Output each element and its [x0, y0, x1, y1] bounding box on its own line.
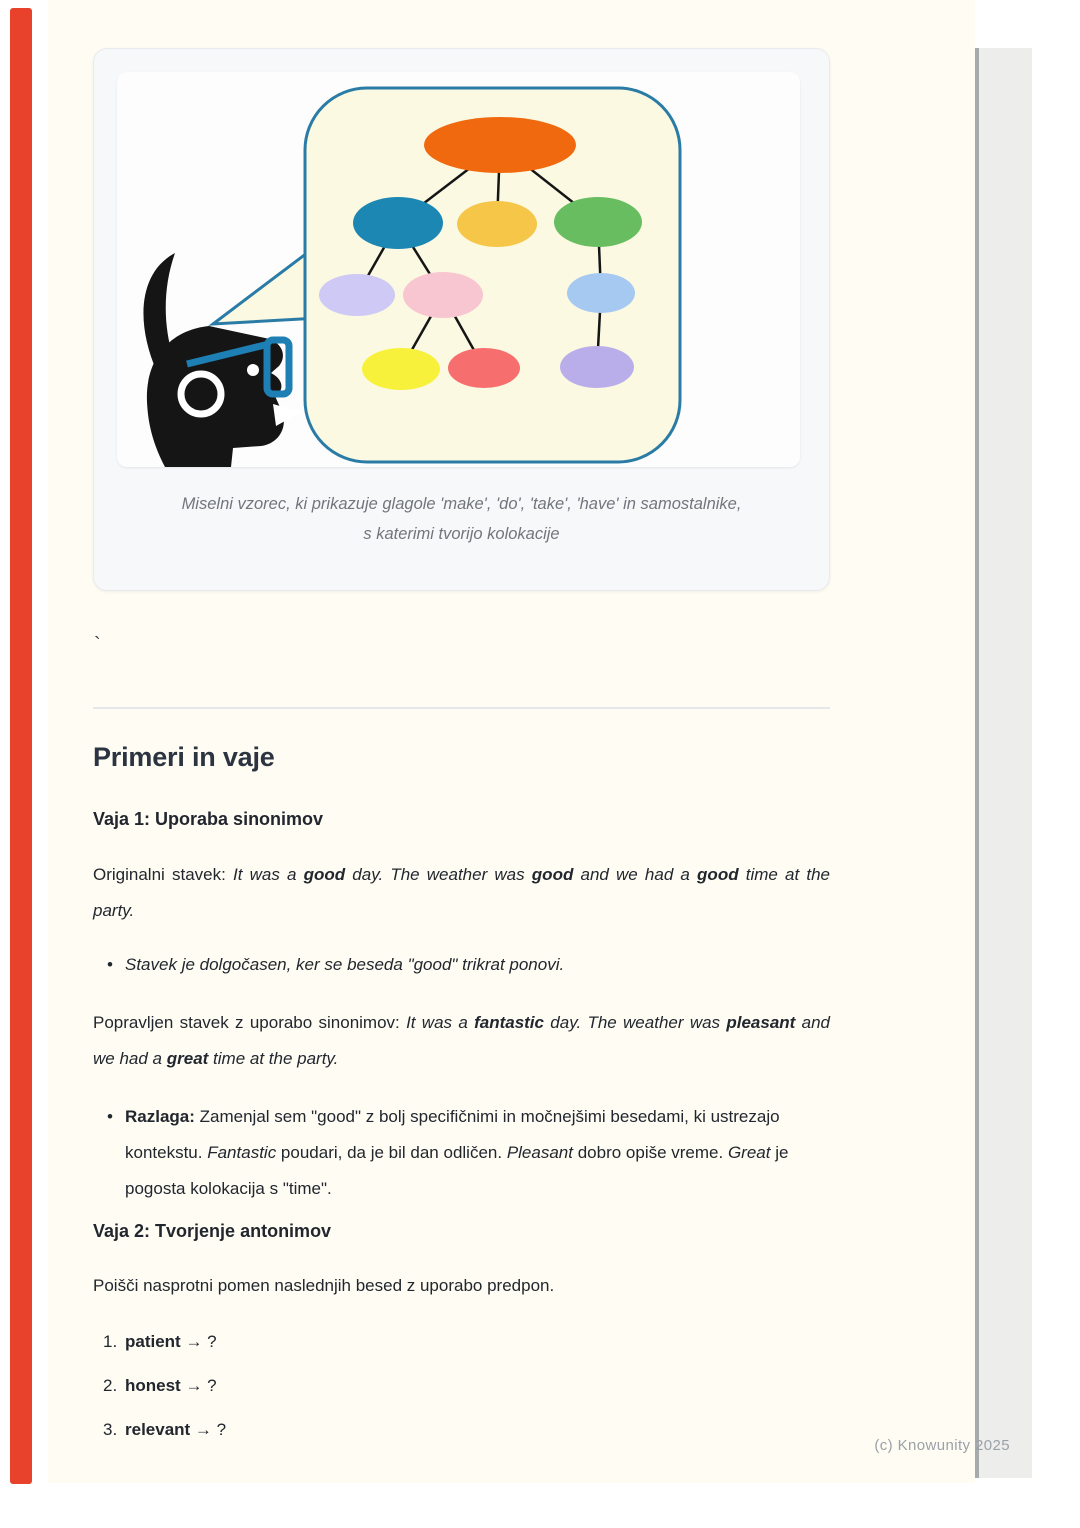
node-teal [353, 197, 443, 249]
text-run: good [531, 865, 574, 884]
text-run: Great [727, 1143, 771, 1162]
node-lavender [319, 274, 395, 316]
caption-line-2: s katerimi tvorijo kolokacije [363, 525, 560, 543]
figure-caption [93, 489, 830, 549]
text-run: fantastic [474, 1013, 544, 1032]
item-arrow: → ? [190, 1420, 227, 1439]
text-run: time at the party. [93, 865, 830, 920]
item-text [125, 1368, 217, 1404]
item-text [125, 1324, 217, 1360]
speech-bubble-tail [213, 244, 319, 324]
text-run: Popravljen stavek z uporabo sinonimov: [93, 1013, 407, 1032]
text-run: It was a [232, 865, 304, 884]
text-run: and we had a [573, 865, 698, 884]
vaja1-original-sentence [93, 857, 830, 929]
text-run: day. The weather [544, 1013, 690, 1032]
node-yellow [362, 348, 440, 390]
node-coral [448, 348, 520, 388]
vaja1-bullet-1 [93, 947, 830, 983]
text-run: It was a [406, 1013, 475, 1032]
text-run: poudari, da je bil dan odličen. [276, 1143, 507, 1162]
node-purple [560, 346, 634, 388]
text-run: good [303, 865, 346, 884]
mindmap-svg [117, 72, 800, 467]
text-run: pleasant [726, 1013, 796, 1032]
item-arrow: → ? [180, 1376, 217, 1395]
item-number: 3. [103, 1420, 118, 1439]
node-green [554, 197, 642, 247]
vaja2-heading: Vaja 2: Tvorjenje antonimov [93, 1221, 332, 1241]
bullet-text [125, 1099, 830, 1207]
vaja1-corrected-sentence [93, 1005, 830, 1077]
watermark: (c) Knowunity 2025 [874, 1437, 1010, 1454]
bullet-marker: • [107, 1107, 113, 1126]
eye-dot [247, 364, 259, 376]
item-word: relevant [125, 1420, 191, 1439]
item-word: patient [125, 1332, 181, 1351]
text-run: Fantastic [207, 1143, 277, 1162]
section-title: Primeri in vaje [93, 742, 275, 772]
item-number: 2. [103, 1376, 118, 1395]
list-item [93, 1324, 830, 1360]
item-word: honest [125, 1376, 181, 1395]
text-run: Pleasant [506, 1143, 573, 1162]
vaja2-list [93, 1324, 830, 1456]
text-run: Originalni stavek: [93, 865, 233, 884]
list-item [93, 1412, 830, 1448]
vaja1-heading: Vaja 1: Uporaba sinonimov [93, 809, 324, 829]
stray-backtick: ` [94, 634, 101, 656]
text-run: was [689, 1013, 727, 1032]
figure-image [117, 72, 800, 467]
text-run: Zamenjal sem "good" z bolj specifičnimi in močnejšimi besedami, ki ustrezajo kontekstu. [125, 1107, 780, 1162]
node-orange [424, 117, 576, 173]
item-text [125, 1412, 226, 1448]
text-run: time at the party. [208, 1049, 339, 1068]
list-item [93, 1368, 830, 1404]
text-run: je pogosta kolokacija s "time". [125, 1143, 789, 1198]
caption-line-1: Miselni vzorec, ki prikazuje glagole 'make', 'do', 'take', 'have' in samostalnike, [181, 495, 742, 513]
vaja1-bullet-2 [93, 1099, 830, 1207]
node-pink [403, 272, 483, 318]
node-lightblue [567, 273, 635, 313]
node-gold [457, 201, 537, 247]
text-run: great [166, 1049, 209, 1068]
text-run: and we had a [93, 1013, 830, 1068]
red-margin-stripe [10, 8, 32, 1484]
text-run: dobro opiše vreme. [572, 1143, 728, 1162]
bullet-marker: • [107, 955, 113, 974]
item-arrow: → ? [180, 1332, 217, 1351]
smile-mouth [273, 404, 301, 426]
section-divider [93, 707, 830, 709]
next-page-strip [979, 48, 1032, 1478]
item-number: 1. [103, 1332, 118, 1351]
text-run: day. The weather was [345, 865, 532, 884]
text-run: Razlaga: [125, 1107, 195, 1126]
vaja2-intro: Poišči nasprotni pomen naslednjih besed z uporabo predpon. [93, 1276, 555, 1295]
bullet-text: Stavek je dolgočasen, ker se beseda "good" trikrat ponovi. [125, 955, 565, 974]
text-run: good [697, 865, 739, 884]
